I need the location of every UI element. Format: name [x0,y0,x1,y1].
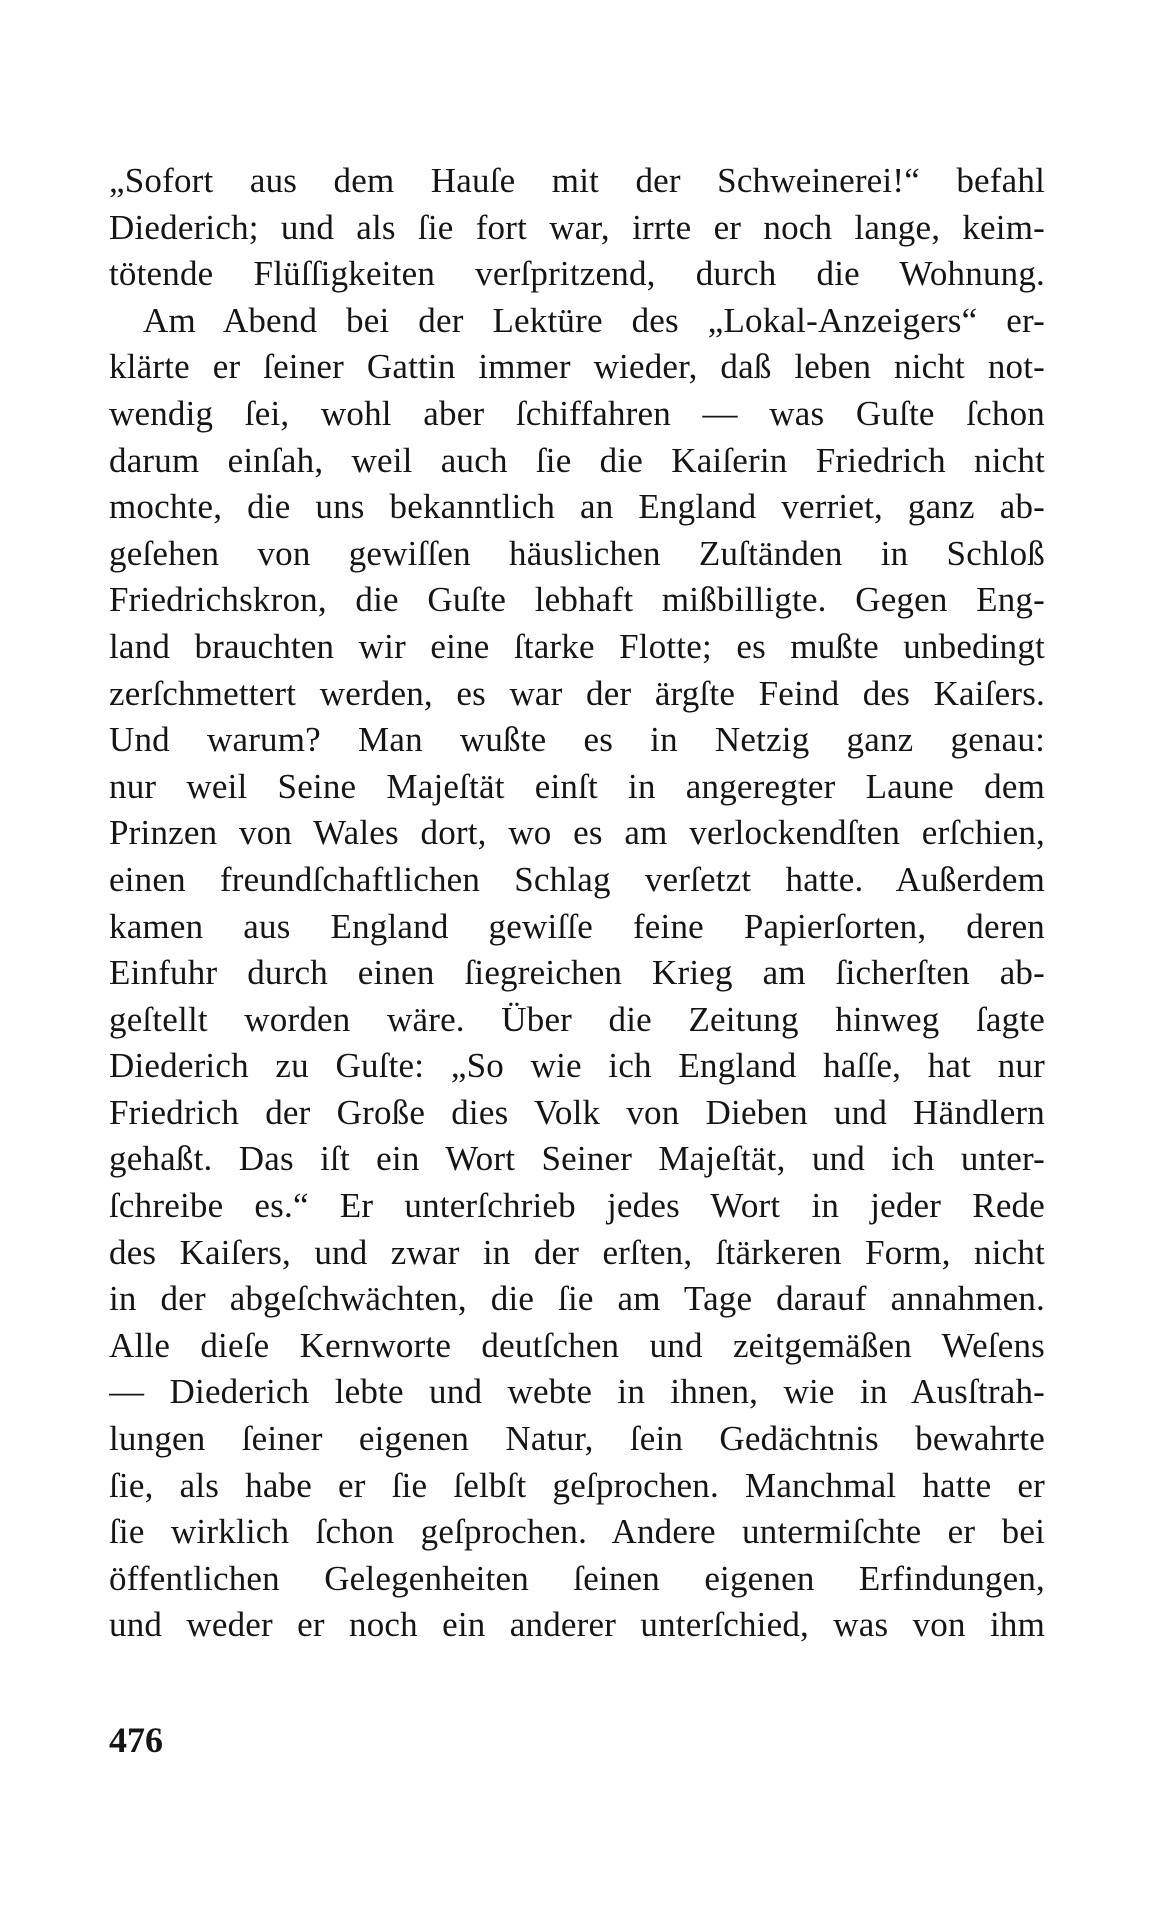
text-line: nur weil Seine Majeſtät einſt in angeregter Laune dem [109,766,1045,806]
text-line: einen freundſchaftlichen Schlag verſetzt hatte. Außerdem [109,859,1045,899]
text-line: — Diederich lebte und webte in ihnen, wie in Ausſtrah- [109,1372,1045,1412]
text-line: Und warum? Man wußte es in Netzig ganz genau: [109,720,1045,760]
text-line: mochte, die uns bekanntlich an England verriet, ganz ab- [109,487,1045,527]
text-line: Diederich; und als ſie fort war, irrte er noch lange, keim- [109,207,1045,247]
text-line: Am Abend bei der Lektüre des „Lokal-Anzeigers“ er- [143,300,1045,340]
text-line: geſtellt worden wäre. Über die Zeitung hinweg ſagte [109,999,1045,1039]
text-line: Prinzen von Wales dort, wo es am verlockendſten erſchien, [109,813,1045,853]
text-line: des Kaiſers, und zwar in der erſten, ſtärkeren Form, nicht [109,1232,1045,1272]
text-line: öffentlichen Gelegenheiten ſeinen eigenen Erfindungen, [109,1558,1045,1598]
text-line: „Sofort aus dem Hauſe mit der Schweinerei!“ befahl [109,161,1045,200]
body-text [109,158,1045,1649]
text-line: ſie, als habe er ſie ſelbſt geſprochen. Manchmal hatte er [109,1465,1045,1505]
text-line: Friedrichskron, die Guſte lebhaft mißbilligte. Gegen Eng- [109,580,1045,620]
text-line: Friedrich der Große dies Volk von Dieben und Händlern [109,1092,1045,1132]
text-line: in der abgeſchwächten, die ſie am Tage darauf annahmen. [109,1279,1045,1319]
text-line: ſie wirklich ſchon geſprochen. Andere untermiſchte er bei [109,1512,1045,1552]
text-line: lungen ſeiner eigenen Natur, ſein Gedächtnis bewahrte [109,1419,1045,1459]
text-line: zerſchmettert werden, es war der ärgſte Feind des Kaiſers. [109,673,1045,713]
page-number: 476 [109,1720,163,1760]
text-line: klärte er ſeiner Gattin immer wieder, daß leben nicht not- [109,347,1045,387]
text-line: Einfuhr durch einen ſiegreichen Krieg am ſicherſten ab- [109,953,1045,993]
text-line: tötende Flüſſigkeiten verſpritzend, durch die Wohnung. [109,254,1045,294]
text-line: Diederich zu Guſte: „So wie ich England haſſe, hat nur [109,1046,1045,1086]
text-line: wendig ſei, wohl aber ſchiffahren — was Guſte ſchon [109,393,1045,433]
text-line: gehaßt. Das iſt ein Wort Seiner Majeſtät, und ich unter- [109,1139,1045,1179]
text-line: und weder er noch ein anderer unterſchied, was von ihm [109,1605,1045,1645]
text-line: kamen aus England gewiſſe feine Papierſorten, deren [109,906,1045,946]
text-line: ſchreibe es.“ Er unterſchrieb jedes Wort in jeder Rede [109,1186,1045,1226]
paragraph [109,158,1045,298]
text-line: Alle dieſe Kernworte deutſchen und zeitgemäßen Weſens [109,1325,1045,1365]
text-line: darum einſah, weil auch ſie die Kaiſerin Friedrich nicht [109,440,1045,480]
text-line: land brauchten wir eine ſtarke Flotte; es mußte unbedingt [109,626,1045,666]
paragraph [109,298,1045,1649]
text-line: geſehen von gewiſſen häuslichen Zuſtänden in Schloß [109,533,1045,573]
